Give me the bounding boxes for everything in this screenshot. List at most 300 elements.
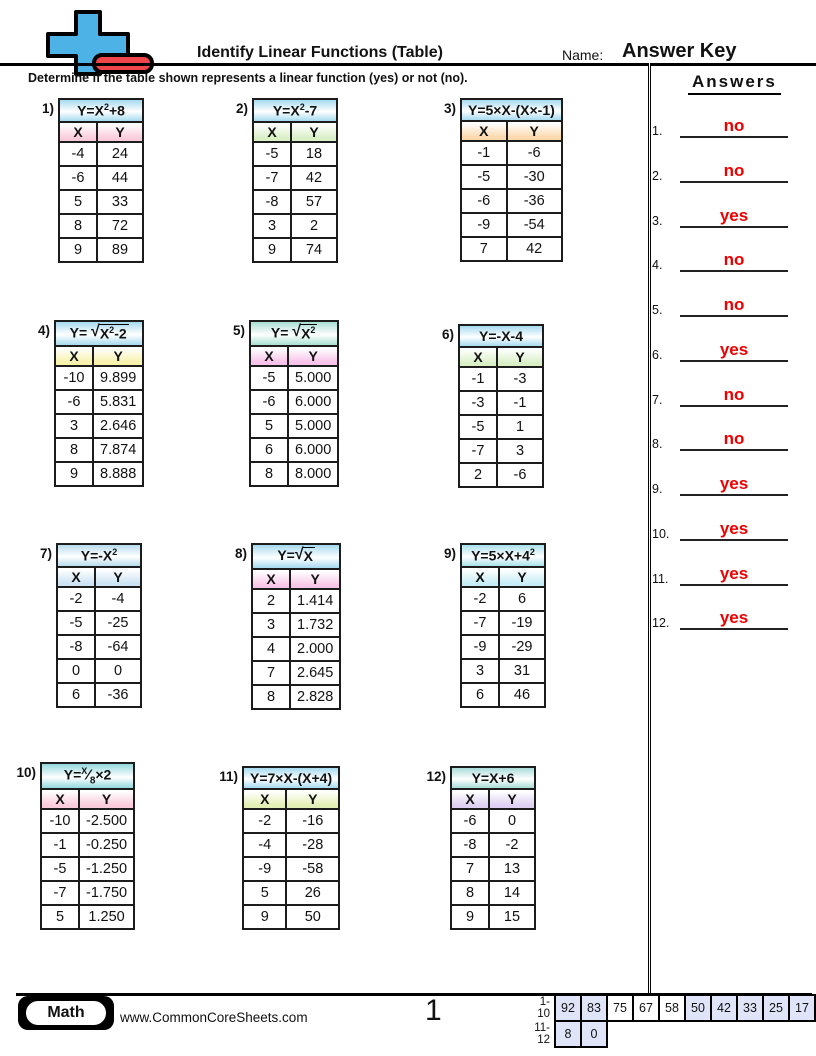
problem-number: 5) — [232, 323, 245, 338]
problem — [430, 324, 544, 488]
exponent: 2 — [103, 102, 109, 112]
table-row — [59, 238, 143, 262]
equation-row — [252, 544, 340, 569]
answer-number: 9. — [652, 482, 663, 496]
grading-chart-range-label: 1-10 — [537, 996, 550, 1020]
table-row — [59, 190, 143, 214]
answer-value: yes — [719, 608, 749, 627]
answer-value: no — [723, 161, 745, 180]
x-value: -10 — [41, 809, 79, 833]
equation-header: $Y= √X^2$ — [250, 321, 338, 346]
x-value: -5 — [57, 611, 95, 635]
name-answer-key: Answer Key — [622, 40, 737, 62]
answer-blank-line — [680, 385, 788, 407]
math-brand-label: Math — [24, 999, 108, 1027]
answer-number: 8. — [652, 437, 663, 451]
table-row — [461, 141, 562, 165]
plus-minus-math-logo-icon — [38, 8, 168, 80]
x-value: 9 — [253, 238, 291, 262]
answer-item — [652, 556, 788, 586]
exponent: 2 — [112, 547, 118, 557]
table-row — [250, 390, 338, 414]
y-value: 31 — [499, 659, 545, 683]
exponent: 2 — [109, 325, 115, 335]
column-header-row — [252, 569, 340, 589]
y-column-header: Y — [499, 567, 545, 587]
grading-chart-score-cell: 83 — [581, 995, 607, 1021]
x-column-header: X — [459, 347, 497, 367]
y-value: -3 — [497, 367, 543, 391]
y-column-header: Y — [497, 347, 543, 367]
math-brand-badge — [18, 996, 114, 1030]
y-value: 18 — [291, 142, 337, 166]
answer-number: 5. — [652, 303, 663, 317]
column-header-row — [459, 347, 543, 367]
column-header-row — [59, 122, 143, 142]
grading-chart-score-cell: 42 — [711, 995, 737, 1021]
y-column-header: Y — [97, 122, 143, 142]
y-value: 72 — [97, 214, 143, 238]
y-value: 2.828 — [290, 685, 340, 709]
table-row — [253, 166, 337, 190]
answer-blank-line — [680, 429, 788, 451]
fraction-denominator: 8 — [89, 775, 96, 787]
table-row — [451, 833, 535, 857]
x-value: -10 — [55, 366, 93, 390]
x-value: 2 — [459, 463, 497, 487]
radicand: $X^2-2$ — [99, 325, 127, 342]
y-value: 6.000 — [288, 438, 338, 462]
grading-chart-table — [526, 994, 816, 1048]
table-row — [459, 367, 543, 391]
y-value: 1.414 — [290, 589, 340, 613]
x-value: -3 — [459, 391, 497, 415]
problem-number: 12) — [426, 769, 446, 784]
x-value: -2 — [461, 587, 499, 611]
column-header-row — [451, 789, 535, 809]
answer-number: 11. — [652, 572, 669, 586]
x-value: 5 — [243, 881, 286, 905]
y-column-header: Y — [489, 789, 535, 809]
y-value: -1.750 — [79, 881, 134, 905]
y-value: 3 — [497, 439, 543, 463]
header-divider-line — [0, 63, 816, 66]
answer-value: yes — [719, 340, 749, 359]
grading-chart-score-cell: 25 — [763, 995, 789, 1021]
answer-blank-line — [680, 340, 788, 362]
column-header-row — [57, 567, 141, 587]
answer-item — [652, 421, 788, 451]
table-row — [57, 659, 141, 683]
problem-table — [58, 98, 144, 263]
x-value: -4 — [243, 833, 286, 857]
answer-value: no — [723, 295, 745, 314]
answer-blank-line — [680, 474, 788, 496]
table-row — [253, 214, 337, 238]
answer-item — [652, 511, 788, 541]
grading-chart-range-label: 11-12 — [534, 1022, 550, 1046]
problem — [12, 762, 135, 930]
equation-row — [253, 99, 337, 122]
y-value: -6 — [497, 463, 543, 487]
y-value: -2 — [489, 833, 535, 857]
x-value: -8 — [253, 190, 291, 214]
answer-number: 4. — [652, 258, 663, 272]
grading-chart-score-cell: 92 — [555, 995, 581, 1021]
problem-number: 9) — [443, 546, 456, 561]
answer-value: yes — [719, 564, 749, 583]
table-row — [253, 190, 337, 214]
y-value: -64 — [95, 635, 141, 659]
x-column-header: X — [252, 569, 290, 589]
table-row — [57, 635, 141, 659]
x-value: 7 — [451, 857, 489, 881]
problem-number: 2) — [235, 101, 248, 116]
x-value: 3 — [55, 414, 93, 438]
x-value: 8 — [59, 214, 97, 238]
answer-item — [652, 198, 788, 228]
x-value: 9 — [243, 905, 286, 929]
table-row — [55, 462, 143, 486]
y-column-header: Y — [291, 122, 337, 142]
x-value: -7 — [459, 439, 497, 463]
x-column-header: X — [55, 346, 93, 366]
problem-table — [40, 762, 135, 930]
y-value: 2.646 — [93, 414, 143, 438]
problem — [221, 320, 339, 487]
problem-number: 1) — [41, 101, 54, 116]
y-value: -54 — [507, 213, 562, 237]
problem-number: 11) — [219, 769, 238, 784]
column-header-row — [461, 567, 545, 587]
problem-table — [251, 543, 341, 710]
y-value: 7.874 — [93, 438, 143, 462]
table-row — [252, 613, 340, 637]
answer-value: yes — [719, 519, 749, 538]
problem — [214, 766, 340, 930]
table-row — [41, 809, 134, 833]
radicand: X — [303, 548, 313, 565]
y-value: 74 — [291, 238, 337, 262]
y-column-header: Y — [290, 569, 340, 589]
table-row — [451, 809, 535, 833]
answer-number: 6. — [652, 348, 663, 362]
problem-number: 7) — [39, 546, 52, 561]
table-row — [252, 661, 340, 685]
x-value: -7 — [461, 611, 499, 635]
x-value: -8 — [451, 833, 489, 857]
x-value: 5 — [41, 905, 79, 929]
answer-number: 12. — [652, 616, 670, 630]
x-value: -5 — [253, 142, 291, 166]
y-value: -2.500 — [79, 809, 134, 833]
y-value: 57 — [291, 190, 337, 214]
answer-item — [652, 108, 788, 138]
answer-item — [652, 287, 788, 317]
table-row — [461, 189, 562, 213]
y-value: 42 — [291, 166, 337, 190]
y-column-header: Y — [507, 121, 562, 141]
grading-chart-score-cell: 75 — [607, 995, 633, 1021]
y-value: 1.250 — [79, 905, 134, 929]
x-value: 5 — [250, 414, 288, 438]
y-value: 13 — [489, 857, 535, 881]
radical-sign-icon: √ — [91, 323, 100, 340]
equation-header: $Y=X^2-7$ — [253, 99, 337, 122]
y-column-header: Y — [79, 789, 134, 809]
answer-blank-line — [680, 250, 788, 272]
x-column-header: X — [253, 122, 291, 142]
x-value: 2 — [252, 589, 290, 613]
table-row — [41, 905, 134, 929]
answer-number: 10. — [652, 527, 670, 541]
x-value: 3 — [253, 214, 291, 238]
problem — [432, 543, 546, 708]
table-row — [41, 857, 134, 881]
table-row — [243, 905, 339, 929]
equation-row — [461, 99, 562, 121]
x-value: -1 — [461, 141, 507, 165]
table-row — [41, 881, 134, 905]
grading-chart-score-cell: 50 — [685, 995, 711, 1021]
grading-chart-score-cell: 8 — [555, 1021, 581, 1047]
x-value: -5 — [461, 165, 507, 189]
y-value: 42 — [507, 237, 562, 261]
problem-table — [249, 320, 339, 487]
x-value: 6 — [57, 683, 95, 707]
y-value: -36 — [95, 683, 141, 707]
grading-chart — [526, 994, 816, 1048]
answer-item — [652, 466, 788, 496]
table-row — [459, 415, 543, 439]
square-root — [292, 324, 317, 343]
table-row — [243, 857, 339, 881]
table-row — [243, 881, 339, 905]
answers-title: Answers — [688, 72, 781, 95]
x-value: 3 — [252, 613, 290, 637]
y-value: 9.899 — [93, 366, 143, 390]
x-value: -8 — [57, 635, 95, 659]
x-value: 7 — [252, 661, 290, 685]
x-value: -1 — [459, 367, 497, 391]
table-row — [461, 659, 545, 683]
answer-value: no — [723, 250, 745, 269]
x-value: -9 — [461, 213, 507, 237]
y-value: 5.000 — [288, 414, 338, 438]
y-value: 8.888 — [93, 462, 143, 486]
answer-value: no — [723, 385, 745, 404]
answer-blank-line — [680, 295, 788, 317]
x-value: 9 — [55, 462, 93, 486]
y-value: -1 — [497, 391, 543, 415]
answer-number: 7. — [652, 393, 663, 407]
problem — [422, 766, 536, 930]
table-row — [252, 685, 340, 709]
table-row — [55, 390, 143, 414]
x-value: -5 — [41, 857, 79, 881]
problem-number: 10) — [16, 765, 36, 780]
x-column-header: X — [41, 789, 79, 809]
problem-number: 6) — [441, 327, 454, 342]
table-row — [461, 587, 545, 611]
x-value: -2 — [243, 809, 286, 833]
problem — [224, 98, 338, 263]
grading-chart-row — [526, 1021, 815, 1047]
column-header-row — [253, 122, 337, 142]
column-header-row — [250, 346, 338, 366]
equation-row — [41, 763, 134, 789]
x-value: 6 — [461, 683, 499, 707]
x-value: -6 — [55, 390, 93, 414]
x-value: -6 — [59, 166, 97, 190]
equation-row — [243, 767, 339, 789]
fraction-numerator: X — [81, 766, 88, 776]
column-header-row — [461, 121, 562, 141]
y-value: 1 — [497, 415, 543, 439]
x-value: 8 — [451, 881, 489, 905]
y-value: -29 — [499, 635, 545, 659]
equation-row — [59, 99, 143, 122]
grading-chart-score-cell: 33 — [737, 995, 763, 1021]
table-row — [253, 142, 337, 166]
table-row — [253, 238, 337, 262]
table-row — [243, 833, 339, 857]
column-header-row — [55, 346, 143, 366]
x-column-header: X — [59, 122, 97, 142]
equation-header: $Y=-X^2$ — [57, 544, 141, 567]
x-value: -4 — [59, 142, 97, 166]
answer-blank-line — [680, 519, 788, 541]
square-root — [91, 324, 129, 343]
exponent: 2 — [299, 102, 305, 112]
y-value: -0.250 — [79, 833, 134, 857]
y-value: 26 — [286, 881, 339, 905]
problem-table — [56, 543, 142, 708]
problem-table — [460, 98, 563, 262]
problem-table — [54, 320, 144, 487]
table-row — [55, 438, 143, 462]
table-row — [250, 462, 338, 486]
y-value: -1.250 — [79, 857, 134, 881]
y-value: -28 — [286, 833, 339, 857]
x-value: 8 — [55, 438, 93, 462]
table-row — [252, 637, 340, 661]
x-value: 9 — [451, 905, 489, 929]
name-label: Name: — [562, 47, 604, 63]
equation-header: $Y=5\times X+4^2$ — [461, 544, 545, 567]
y-value: 0 — [95, 659, 141, 683]
table-row — [451, 905, 535, 929]
answer-value: yes — [719, 206, 749, 225]
y-value: -16 — [286, 809, 339, 833]
grading-chart-score-cell: 67 — [633, 995, 659, 1021]
equation-header: Y=√X — [252, 544, 340, 569]
table-row — [250, 414, 338, 438]
table-row — [459, 391, 543, 415]
answer-number: 2. — [652, 169, 663, 183]
x-value: -7 — [41, 881, 79, 905]
y-value: 6 — [499, 587, 545, 611]
y-value: 89 — [97, 238, 143, 262]
grading-chart-score-cell: 17 — [789, 995, 815, 1021]
x-value: -1 — [41, 833, 79, 857]
x-value: -6 — [250, 390, 288, 414]
square-root — [295, 547, 315, 566]
problem — [30, 98, 144, 263]
y-value: 24 — [97, 142, 143, 166]
table-row — [461, 635, 545, 659]
x-value: -2 — [57, 587, 95, 611]
y-value: 33 — [97, 190, 143, 214]
table-row — [461, 213, 562, 237]
problem-table — [252, 98, 338, 263]
y-value: -30 — [507, 165, 562, 189]
x-value: -5 — [250, 366, 288, 390]
answer-item — [652, 600, 788, 630]
answer-item — [652, 242, 788, 272]
table-row — [459, 439, 543, 463]
answer-blank-line — [680, 161, 788, 183]
x-value: 6 — [250, 438, 288, 462]
equation-row — [57, 544, 141, 567]
answer-item — [652, 153, 788, 183]
table-row — [243, 809, 339, 833]
y-column-header: Y — [288, 346, 338, 366]
equation-row — [451, 767, 535, 789]
table-row — [451, 857, 535, 881]
problem-number: 3) — [443, 101, 456, 116]
table-row — [57, 587, 141, 611]
x-value: -6 — [461, 189, 507, 213]
answer-item — [652, 332, 788, 362]
equation-header: $Y= √X^2-2$ — [55, 321, 143, 346]
equation-row — [250, 321, 338, 346]
answer-blank-line — [680, 608, 788, 630]
y-value: 46 — [499, 683, 545, 707]
answer-value: no — [723, 429, 745, 448]
table-row — [59, 166, 143, 190]
y-value: 44 — [97, 166, 143, 190]
y-value: 5.000 — [288, 366, 338, 390]
y-column-header: Y — [286, 789, 339, 809]
y-value: -25 — [95, 611, 141, 635]
x-value: -7 — [253, 166, 291, 190]
x-value: -5 — [459, 415, 497, 439]
equation-row — [461, 544, 545, 567]
table-row — [461, 683, 545, 707]
problem — [28, 543, 142, 708]
x-value: 5 — [59, 190, 97, 214]
table-row — [59, 142, 143, 166]
y-value: 0 — [489, 809, 535, 833]
y-value: -58 — [286, 857, 339, 881]
y-value: 2.000 — [290, 637, 340, 661]
equation-row — [459, 325, 543, 347]
y-column-header: Y — [93, 346, 143, 366]
radical-sign-icon: √ — [294, 546, 304, 564]
y-column-header: Y — [95, 567, 141, 587]
table-row — [250, 438, 338, 462]
table-row — [461, 165, 562, 189]
answer-value: yes — [719, 474, 749, 493]
answer-blank-line — [680, 116, 788, 138]
x-value: 3 — [461, 659, 499, 683]
answer-number: 1. — [652, 124, 663, 138]
table-row — [252, 589, 340, 613]
y-value: 2.645 — [290, 661, 340, 685]
problem-table — [242, 766, 340, 930]
problem-table — [460, 543, 546, 708]
